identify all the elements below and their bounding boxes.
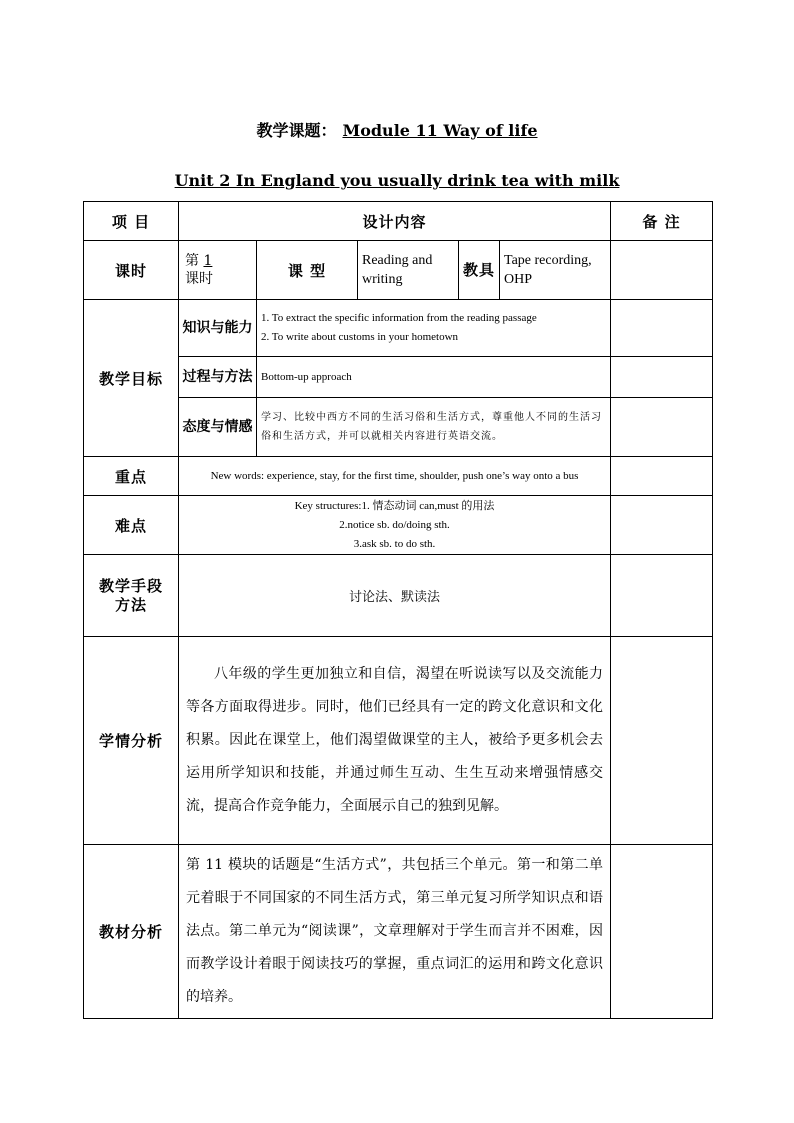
key-points-text: New words: experience, stay, for the first time, shoulder, push one’s way onto a bus xyxy=(179,457,611,496)
material-analysis-row xyxy=(84,845,713,1019)
attitude-label: 态度与情感 xyxy=(179,398,257,457)
process-note xyxy=(611,357,713,398)
period-value xyxy=(179,241,257,300)
key-points-note xyxy=(611,457,713,496)
period-row xyxy=(84,241,713,300)
difficult-points-row xyxy=(84,496,713,555)
goal-attitude-row xyxy=(84,398,713,457)
goals-label: 教学目标 xyxy=(84,300,179,457)
method-text: 讨论法、默读法 xyxy=(179,555,611,637)
difficult-line-3: 3.ask sb. to do sth. xyxy=(353,537,436,550)
method-label: 教学手段方法 xyxy=(84,555,179,637)
attitude-note xyxy=(611,398,713,457)
teaching-aids-value: Tape recording, OHP xyxy=(500,241,611,300)
goal-knowledge-row xyxy=(84,300,713,357)
knowledge-text: 1. To extract the specific information from the reading passage 2. To write about customs in your hometown xyxy=(257,300,611,357)
goal-process-row xyxy=(84,357,713,398)
key-points-row xyxy=(84,457,713,496)
material-analysis-note xyxy=(611,845,713,1019)
col-header-note: 备 注 xyxy=(611,202,713,241)
lesson-title xyxy=(0,118,794,141)
teaching-aids-label: 教具 xyxy=(459,241,500,300)
process-label: 过程与方法 xyxy=(179,357,257,398)
material-analysis-text: 第 11 模块的话题是“生活方式”，共包括三个单元。第一和第二单元着眼于不同国家的不同生活方式，第三单元复习所学知识点和语法点。第二单元为“阅读课”，文章理解对于学生而言并不困难，因而教学设计着眼于阅读技巧的掌握，重点词汇的运用和跨文化意识的培养。 xyxy=(179,845,611,1019)
attitude-text: 学习、比较中西方不同的生活习俗和生活方式，尊重他人不同的生活习俗和生活方式，并可以就相关内容进行英语交流。 xyxy=(257,398,611,457)
students-analysis-row xyxy=(84,637,713,845)
period-label: 课时 xyxy=(84,241,179,300)
material-analysis-label: 教材分析 xyxy=(84,845,179,1019)
header-row xyxy=(84,202,713,241)
knowledge-note xyxy=(611,300,713,357)
difficult-points-label: 难点 xyxy=(84,496,179,555)
module-name: Module 11 Way of life xyxy=(342,121,538,140)
difficult-points-note xyxy=(611,496,713,555)
knowledge-label: 知识与能力 xyxy=(179,300,257,357)
period-number: 1 xyxy=(203,253,213,269)
unit-title: Unit 2 In England you usually drink tea with milk xyxy=(174,171,620,190)
students-analysis-label: 学情分析 xyxy=(84,637,179,845)
lesson-type-label: 课 型 xyxy=(257,241,358,300)
lesson-plan-table xyxy=(83,201,713,1019)
col-header-item: 项 目 xyxy=(84,202,179,241)
key-points-label: 重点 xyxy=(84,457,179,496)
method-row xyxy=(84,555,713,637)
difficult-line-1: Key structures:1. 情态动词 can,must 的用法 xyxy=(294,499,495,512)
difficult-line-2: 2.notice sb. do/doing sth. xyxy=(339,518,450,531)
period-prefix: 第 xyxy=(185,253,199,269)
difficult-points-text xyxy=(179,496,611,555)
col-header-content: 设计内容 xyxy=(179,202,611,241)
students-analysis-note xyxy=(611,637,713,845)
process-text: Bottom-up approach xyxy=(257,357,611,398)
period-note xyxy=(611,241,713,300)
method-note xyxy=(611,555,713,637)
period-suffix: 课时 xyxy=(185,271,213,287)
lesson-type-value: Reading and writing xyxy=(358,241,459,300)
lesson-title-label: 教学课题： xyxy=(256,121,337,140)
students-analysis-text: 八年级的学生更加独立和自信，渴望在听说读写以及交流能力等各方面取得进步。同时，他们已经具有一定的跨文化意识和文化积累。因此在课堂上，他们渴望做课堂的主人，被给予更多机会去运用所学知识和技能，并通过师生互动、生生互动来增强情感交流，提高合作竞争能力，全面展示自己的独到见解。 xyxy=(179,637,611,845)
